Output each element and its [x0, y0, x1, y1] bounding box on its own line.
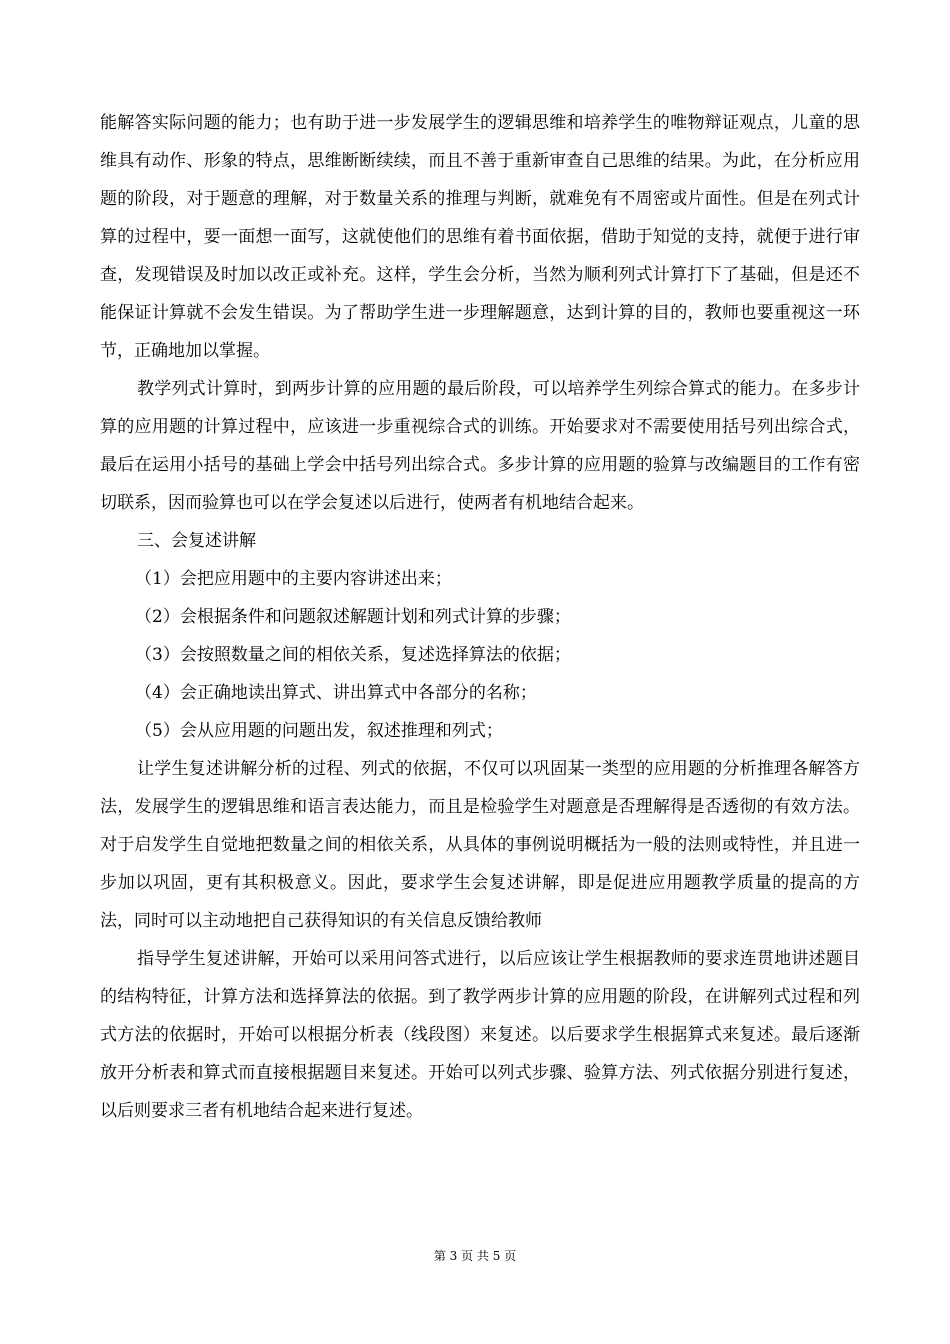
- page-number: 第 3 页 共 5 页: [433, 1249, 517, 1263]
- page-footer: [0, 1248, 950, 1264]
- document-body: [100, 104, 860, 1130]
- paragraph-retelling-guidance: 指导学生复述讲解，开始可以采用问答式进行，以后应该让学生根据教师的要求连贯地讲述题目的结构特征，计算方法和选择算法的依据。到了教学两步计算的应用题的阶段，在讲解列式过程和列式方法的依据时，开始可以根据分析表（线段图）来复述。以后要求学生根据算式来复述。最后逐渐放开分析表和算式而直接根据题目来复述。开始可以列式步骤、验算方法、列式依据分别进行复述，以后则要求三者有机地结合起来进行复述。: [100, 949, 860, 1121]
- list-item: （4）会正确地读出算式、讲出算式中各部分的名称；: [135, 683, 537, 703]
- section-heading: 三、会复述讲解: [137, 531, 256, 551]
- paragraph-continuation: 能解答实际问题的能力；也有助于进一步发展学生的逻辑思维和培养学生的唯物辩证观点，儿童的思维具有动作、形象的特点，思维断断续续，而且不善于重新审查自己思维的结果。为此，在分析应用题的阶段，对于题意的理解，对于数量关系的推理与判断，就难免有不周密或片面性。但是在列式计算的过程中，要一面想一面写，这就使他们的思维有着书面依据，借助于知觉的支持，就便于进行审查，发现错误及时加以改正或补充。这样，学生会分析，当然为顺利列式计算打下了基础，但是还不能保证计算就不会发生错误。为了帮助学生进一步理解题意，达到计算的目的，教师也要重视这一环节，正确地加以掌握。: [100, 113, 860, 361]
- list-item: （3）会按照数量之间的相依关系，复述选择算法的依据；: [135, 645, 571, 665]
- paragraph-retelling-benefits: 让学生复述讲解分析的过程、列式的依据，不仅可以巩固某一类型的应用题的分析推理各解答方法，发展学生的逻辑思维和语言表达能力，而且是检验学生对题意是否理解得是否透彻的有效方法。对于启发学生自觉地把数量之间的相依关系，从具体的事例说明概括为一般的法则或特性，并且进一步加以巩固，更有其积极意义。因此，要求学生会复述讲解，即是促进应用题教学质量的提高的方法，同时可以主动地把自己获得知识的有关信息反馈给教师: [100, 759, 860, 931]
- paragraph-multi-step-calculation: 教学列式计算时，到两步计算的应用题的最后阶段，可以培养学生列综合算式的能力。在多步计算的应用题的计算过程中，应该进一步重视综合式的训练。开始要求对不需要使用括号列出综合式，最后在运用小括号的基础上学会中括号列出综合式。多步计算的应用题的验算与改编题目的工作有密切联系，因而验算也可以在学会复述以后进行，使两者有机地结合起来。: [100, 379, 860, 513]
- list-item: （2）会根据条件和问题叙述解题计划和列式计算的步骤；: [135, 607, 571, 627]
- list-item: （5）会从应用题的问题出发，叙述推理和列式；: [135, 721, 503, 741]
- list-item: （1）会把应用题中的主要内容讲述出来；: [135, 569, 452, 589]
